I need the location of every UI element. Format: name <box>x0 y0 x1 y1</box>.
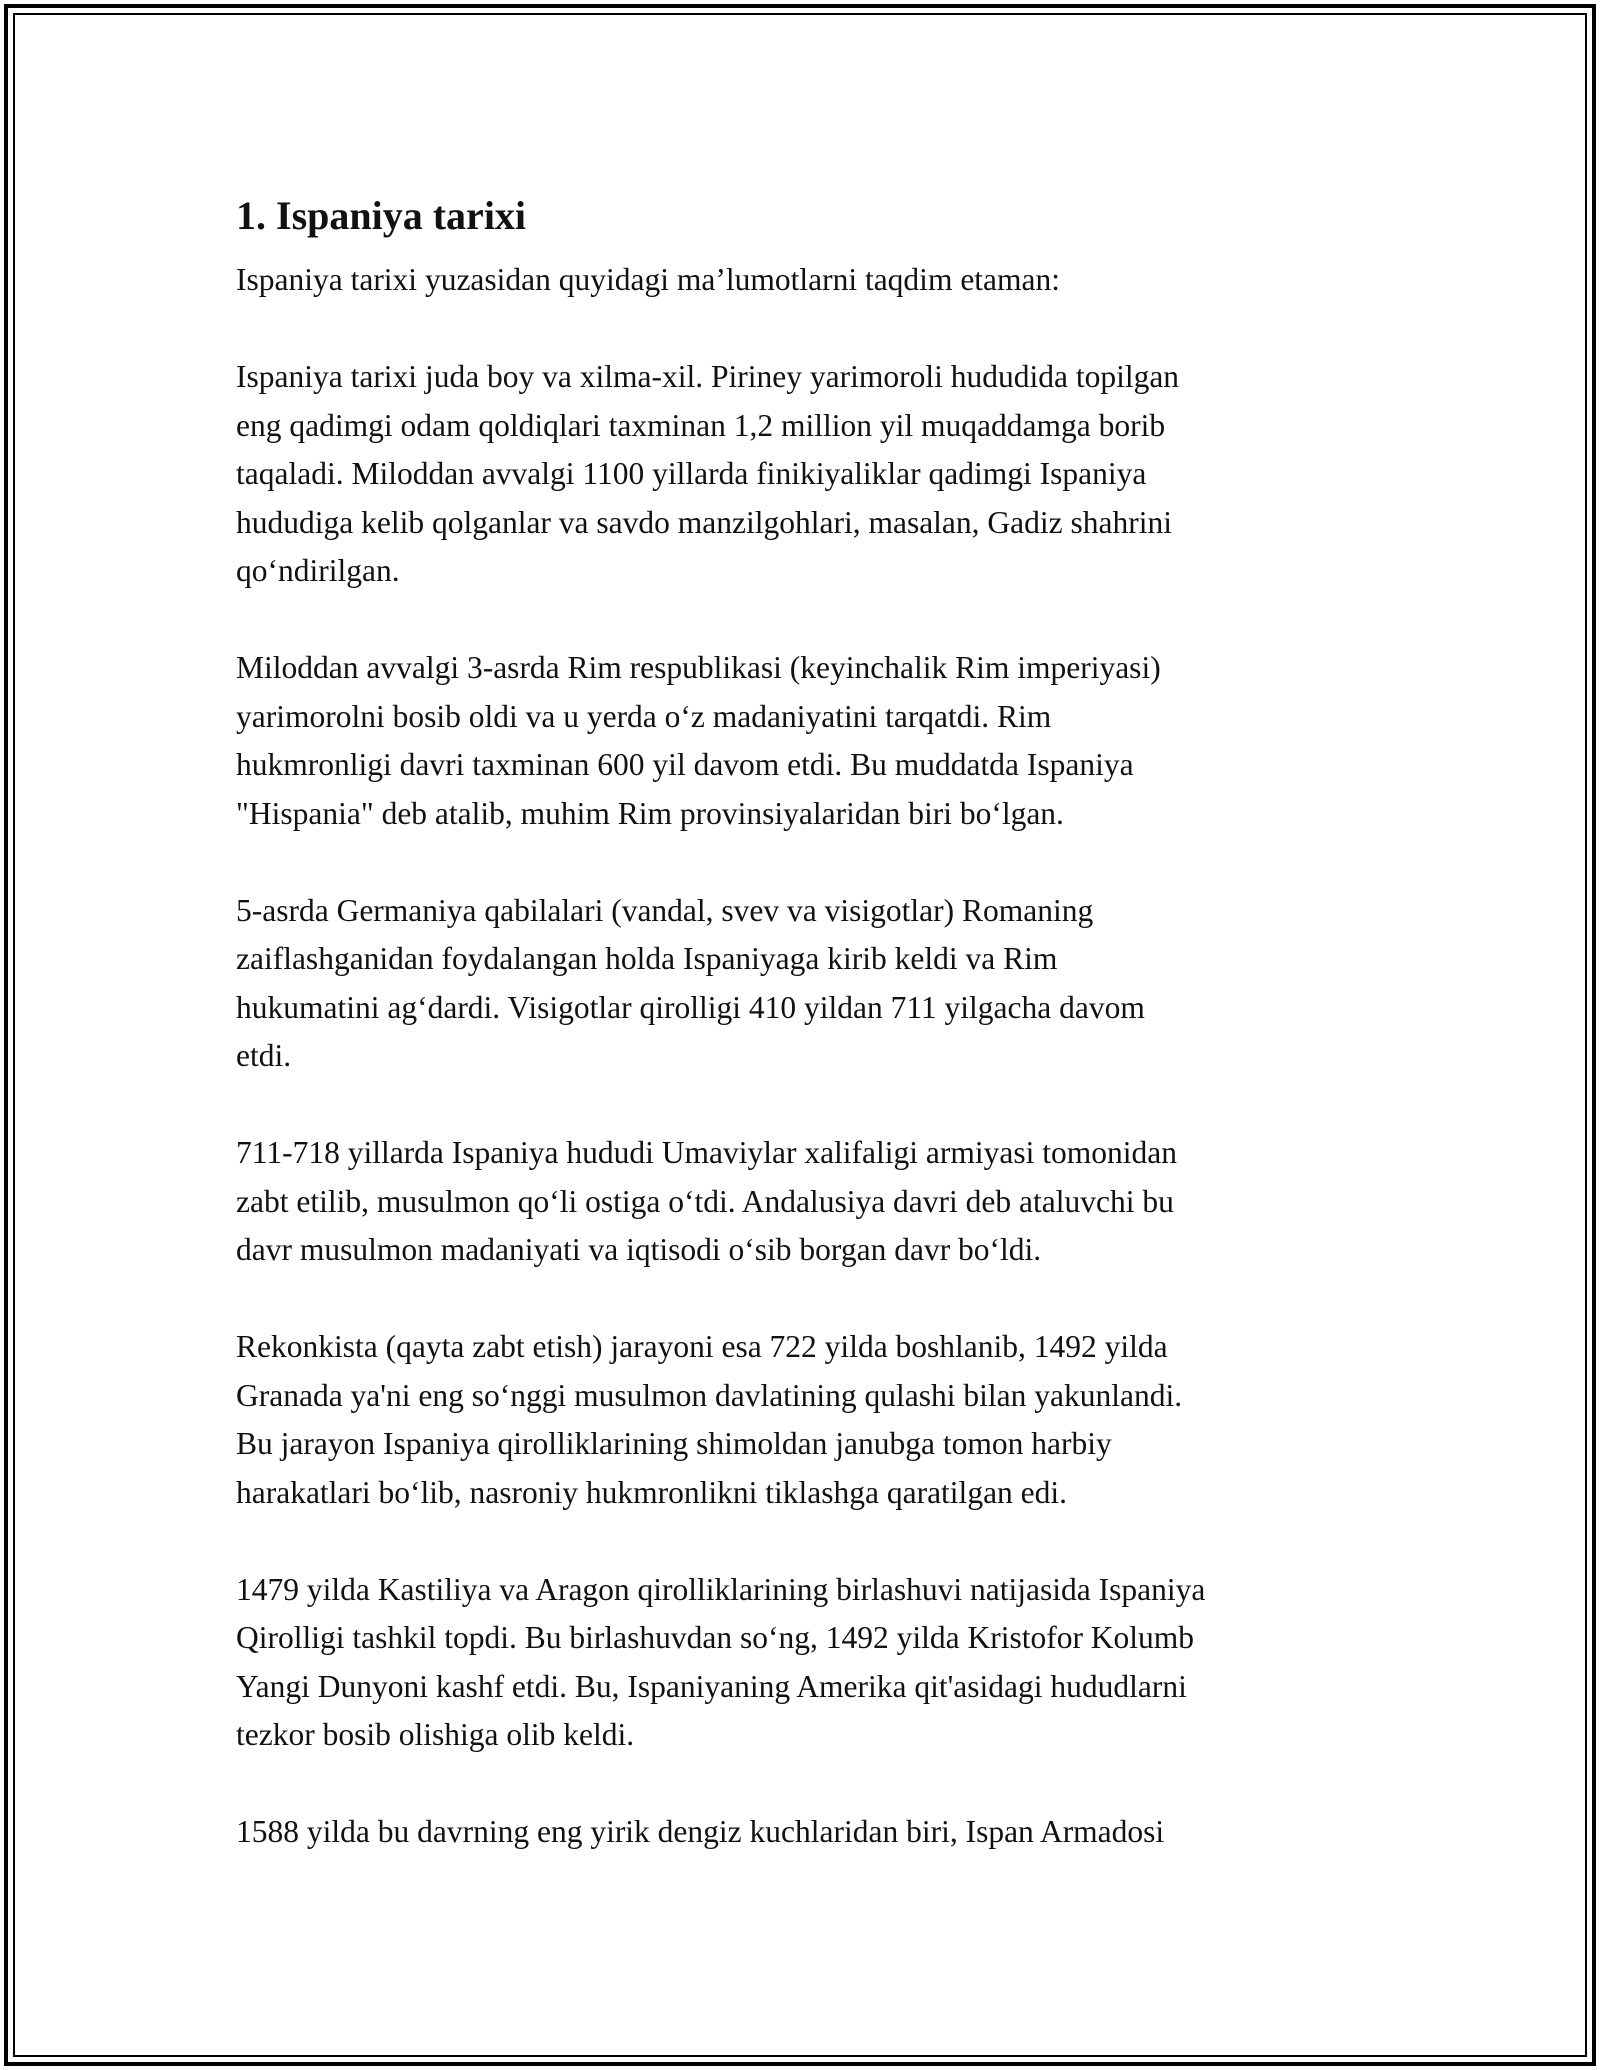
paragraph-line: 5-asrda Germaniya qabilalari (vandal, svev va visigotlar) Romaning <box>236 892 1094 928</box>
paragraph-line: Yangi Dunyoni kashf etdi. Bu, Ispaniyaning Amerika qit'asidagi hududlarni <box>236 1668 1187 1704</box>
document-title: 1. Ispaniya tarixi <box>236 193 527 238</box>
paragraph-line: qo‘ndirilgan. <box>236 553 400 588</box>
body-paragraph <box>236 1566 1386 1760</box>
paragraph-line: Qirolligi tashkil topdi. Bu birlashuvdan so‘ng, 1492 yilda Kristofor Kolumb <box>236 1620 1195 1655</box>
paragraph-line: "Hispania" deb atalib, muhim Rim provinsiyalaridan biri bo‘lgan. <box>236 795 1064 831</box>
paragraph-line: davr musulmon madaniyati va iqtisodi o‘sib borgan davr bo‘ldi. <box>236 1232 1042 1267</box>
body-paragraph <box>236 1129 1386 1275</box>
paragraph-line: Granada ya'ni eng so‘nggi musulmon davlatining qulashi bilan yakunlandi. <box>236 1377 1183 1413</box>
document-body <box>236 186 1386 1857</box>
paragraph-line: 711-718 yillarda Ispaniya hududi Umaviylar xalifaligi armiyasi tomonidan <box>236 1135 1177 1170</box>
paragraph-line: zaiflashganidan foydalangan holda Ispaniyaga kirib keldi va Rim <box>236 941 1058 976</box>
paragraph-line: zabt etilib, musulmon qo‘li ostiga o‘tdi. Andalusiya davri deb ataluvchi bu <box>236 1183 1174 1219</box>
paragraph-line: etdi. <box>236 1038 292 1073</box>
body-paragraph <box>236 1323 1386 1517</box>
paragraph-line: yarimorolni bosib oldi va u yerda o‘z madaniyatini tarqatdi. Rim <box>236 698 1052 734</box>
body-paragraph <box>236 353 1386 596</box>
paragraph-line: Miloddan avvalgi 3-asrda Rim respublikasi (keyinchalik Rim imperiyasi) <box>236 650 1161 685</box>
body-paragraph <box>236 644 1386 838</box>
paragraph-line: taqaladi. Miloddan avvalgi 1100 yillarda finikiyaliklar qadimgi Ispaniya <box>236 456 1147 491</box>
paragraph-line: tezkor bosib olishiga olib keldi. <box>236 1717 635 1752</box>
paragraph-line: hukumatini ag‘dardi. Visigotlar qirolligi 410 yildan 711 yilgacha davom <box>236 989 1145 1025</box>
paragraph-line: eng qadimgi odam qoldiqlari taxminan 1,2 million yil muqaddamga borib <box>236 407 1166 443</box>
paragraph-line: Ispaniya tarixi juda boy va xilma-xil. Piriney yarimoroli hududida topilgan <box>236 359 1180 394</box>
paragraph-line: 1588 yilda bu davrning eng yirik dengiz kuchlaridan biri, Ispan Armadosi <box>236 1814 1165 1849</box>
paragraph-line: Bu jarayon Ispaniya qirolliklarining shimoldan janubga tomon harbiy <box>236 1426 1112 1461</box>
paragraph-line: harakatlari bo‘lib, nasroniy hukmronlikni tiklashga qaratilgan edi. <box>236 1474 1068 1510</box>
paragraph-line: Rekonkista (qayta zabt etish) jarayoni esa 722 yilda boshlanib, 1492 yilda <box>236 1329 1168 1364</box>
paragraph-line: hukmronligi davri taxminan 600 yil davom etdi. Bu muddatda Ispaniya <box>236 747 1134 782</box>
body-paragraph <box>236 1808 1386 1857</box>
paragraph-line: 1479 yilda Kastiliya va Aragon qirolliklarining birlashuvi natijasida Ispaniya <box>236 1571 1206 1607</box>
body-paragraph <box>236 887 1386 1081</box>
paragraph-list <box>236 353 1386 1857</box>
paragraph-line: hududiga kelib qolganlar va savdo manzilgohlari, masalan, Gadiz shahrini <box>236 504 1172 540</box>
intro-paragraph: Ispaniya tarixi yuzasidan quyidagi ma’lumotlarni taqdim etaman: <box>236 262 1061 297</box>
